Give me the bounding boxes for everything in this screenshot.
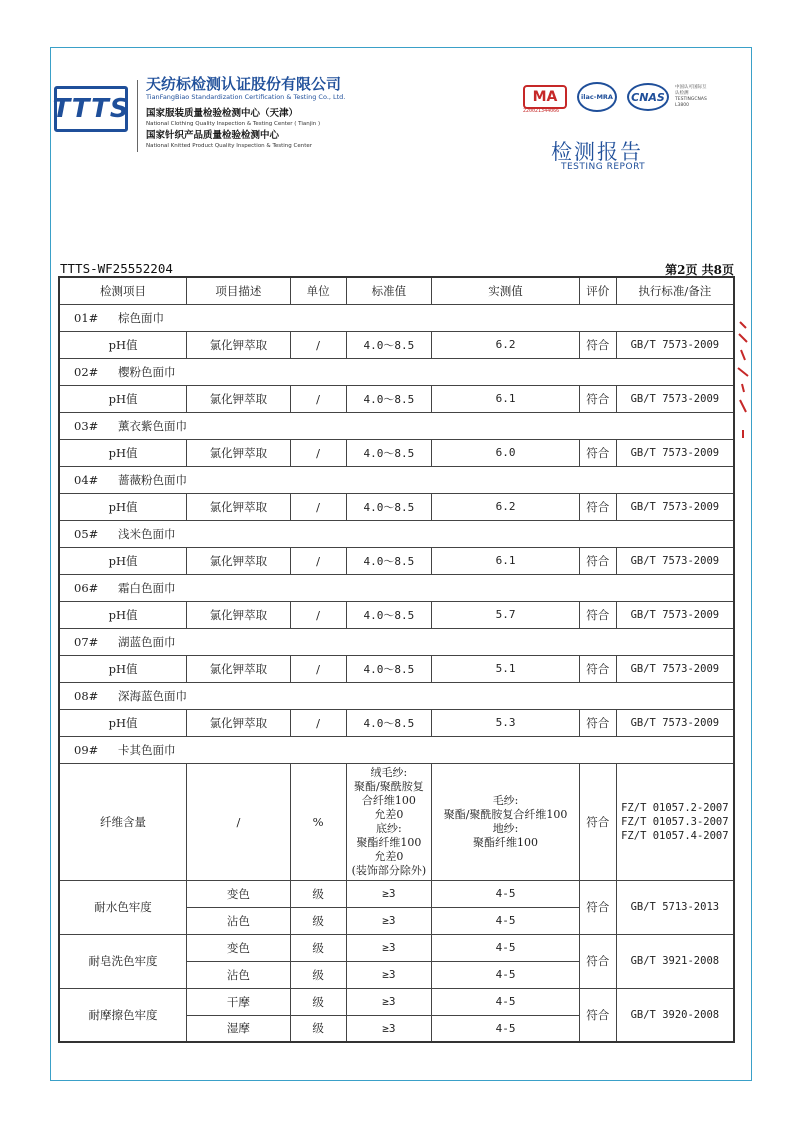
company-logo: TTTS bbox=[54, 86, 128, 132]
item-name: pH值 bbox=[59, 493, 187, 520]
cell-line: 地纱: bbox=[492, 821, 519, 835]
item-unit: / bbox=[290, 655, 346, 682]
sample-group-row bbox=[59, 304, 734, 331]
item-unit: 级 bbox=[290, 934, 346, 961]
cma-mark-icon: MA bbox=[523, 85, 567, 109]
item-name: pH值 bbox=[59, 547, 187, 574]
measured-value: 6.2 bbox=[432, 331, 580, 358]
item-name: pH值 bbox=[59, 709, 187, 736]
measured-value: 4-5 bbox=[432, 988, 580, 1015]
table-row bbox=[59, 547, 734, 574]
sample-name: 棕色面巾 bbox=[118, 310, 164, 325]
evaluation: 符合 bbox=[579, 988, 616, 1042]
cell-line: (装饰部分除外) bbox=[351, 863, 427, 877]
sample-id: 04# bbox=[74, 472, 99, 487]
sample-id: 08# bbox=[74, 688, 99, 703]
sample-id: 09# bbox=[74, 742, 99, 757]
evaluation: 符合 bbox=[579, 439, 616, 466]
sample-name: 深海蓝色面巾 bbox=[118, 688, 187, 703]
item-name: pH值 bbox=[59, 385, 187, 412]
sample-name: 蔷薇粉色面巾 bbox=[118, 472, 187, 487]
cell-line: 允差0 bbox=[374, 849, 404, 863]
col-header: 评价 bbox=[579, 277, 616, 304]
cell-line: 允差0 bbox=[374, 807, 404, 821]
sample-group-row bbox=[59, 574, 734, 601]
test-method: GB/T 3921-2008 bbox=[616, 934, 734, 988]
center1-name-cn: 国家服装质量检验检测中心（天津） bbox=[146, 108, 299, 119]
item-name: pH值 bbox=[59, 439, 187, 466]
standard-value: ≥3 bbox=[346, 907, 432, 934]
evaluation: 符合 bbox=[579, 655, 616, 682]
item-desc: 湿摩 bbox=[187, 1015, 291, 1042]
item-desc: 氯化钾萃取 bbox=[187, 655, 291, 682]
measured-value bbox=[432, 763, 580, 880]
sample-group-row bbox=[59, 682, 734, 709]
sample-group-row bbox=[59, 628, 734, 655]
evaluation: 符合 bbox=[579, 493, 616, 520]
item-unit: 级 bbox=[290, 1015, 346, 1042]
page-info: 第2页 共8页 bbox=[665, 263, 734, 277]
item-name: pH值 bbox=[59, 601, 187, 628]
company-block bbox=[146, 75, 345, 150]
item-desc: 氯化钾萃取 bbox=[187, 709, 291, 736]
item-unit: / bbox=[290, 439, 346, 466]
item-name: pH值 bbox=[59, 331, 187, 358]
sample-group-row bbox=[59, 358, 734, 385]
measured-value: 4-5 bbox=[432, 907, 580, 934]
col-header: 标准值 bbox=[346, 277, 432, 304]
table-header-row bbox=[59, 277, 734, 304]
item-unit: / bbox=[290, 385, 346, 412]
ilac-mra-mark-icon: ilac-MRA bbox=[577, 82, 617, 112]
col-header: 实测值 bbox=[432, 277, 580, 304]
standard-value: 4.0～8.5 bbox=[346, 493, 432, 520]
table-row bbox=[59, 988, 734, 1015]
sample-group-row bbox=[59, 466, 734, 493]
item-desc: 干摩 bbox=[187, 988, 291, 1015]
standard-value: ≥3 bbox=[346, 988, 432, 1015]
item-unit: / bbox=[290, 493, 346, 520]
item-desc: 氯化钾萃取 bbox=[187, 493, 291, 520]
cell-line: 合纤维100 bbox=[361, 793, 416, 807]
test-method: GB/T 7573-2009 bbox=[616, 655, 734, 682]
measured-value: 6.1 bbox=[432, 547, 580, 574]
item-name: 耐皂洗色牢度 bbox=[59, 934, 187, 988]
table-row bbox=[59, 655, 734, 682]
company-name-cn: 天纺标检测认证股份有限公司 bbox=[146, 75, 342, 93]
standard-value: ≥3 bbox=[346, 934, 432, 961]
item-unit: 级 bbox=[290, 880, 346, 907]
table-row bbox=[59, 601, 734, 628]
cell-line: 毛纱: bbox=[492, 793, 519, 807]
test-method: GB/T 7573-2009 bbox=[616, 331, 734, 358]
test-method: GB/T 7573-2009 bbox=[616, 493, 734, 520]
standard-value: 4.0～8.5 bbox=[346, 655, 432, 682]
item-desc: 沾色 bbox=[187, 961, 291, 988]
table-row bbox=[59, 439, 734, 466]
test-method bbox=[616, 763, 734, 880]
cell-line: 聚酯/聚酰胺复 bbox=[354, 779, 424, 793]
item-desc: 氯化钾萃取 bbox=[187, 547, 291, 574]
standard-value: ≥3 bbox=[346, 1015, 432, 1042]
item-desc: 变色 bbox=[187, 934, 291, 961]
measured-value: 6.0 bbox=[432, 439, 580, 466]
sample-name: 湖蓝色面巾 bbox=[118, 634, 176, 649]
standard-value: ≥3 bbox=[346, 961, 432, 988]
item-desc: / bbox=[187, 763, 291, 880]
standard-value bbox=[346, 763, 432, 880]
table-row bbox=[59, 880, 734, 907]
item-desc: 氯化钾萃取 bbox=[187, 385, 291, 412]
center2-name-en: National Knitted Product Quality Inspection & Testing Center bbox=[146, 143, 313, 149]
cell-line: 底纱: bbox=[376, 821, 402, 835]
cell-line: 聚酯纤维100 bbox=[356, 835, 422, 849]
measured-value: 6.1 bbox=[432, 385, 580, 412]
evaluation: 符合 bbox=[579, 934, 616, 988]
test-method: GB/T 7573-2009 bbox=[616, 439, 734, 466]
item-name: 耐水色牢度 bbox=[59, 880, 187, 934]
item-name: pH值 bbox=[59, 655, 187, 682]
report-title: 检测报告 bbox=[551, 140, 643, 164]
sample-id: 05# bbox=[74, 526, 99, 541]
standard-value: 4.0～8.5 bbox=[346, 709, 432, 736]
measured-value: 5.7 bbox=[432, 601, 580, 628]
measured-value: 4-5 bbox=[432, 880, 580, 907]
col-header: 项目描述 bbox=[187, 277, 291, 304]
sample-id: 01# bbox=[74, 310, 99, 325]
report-number: TTTS-WF25552204 bbox=[60, 261, 173, 276]
cell-line: FZ/T 01057.3-2007 bbox=[621, 815, 729, 828]
header-divider bbox=[137, 80, 138, 152]
item-desc: 氯化钾萃取 bbox=[187, 439, 291, 466]
standard-value: ≥3 bbox=[346, 880, 432, 907]
report-subtitle: TESTING REPORT bbox=[561, 162, 646, 172]
measured-value: 4-5 bbox=[432, 934, 580, 961]
evaluation: 符合 bbox=[579, 601, 616, 628]
table-row bbox=[59, 709, 734, 736]
sample-id: 06# bbox=[74, 580, 99, 595]
evaluation: 符合 bbox=[579, 547, 616, 574]
measured-value: 4-5 bbox=[432, 1015, 580, 1042]
center2-name-cn: 国家针织产品质量检验检测中心 bbox=[146, 130, 280, 141]
measured-value: 5.1 bbox=[432, 655, 580, 682]
sample-name: 霜白色面巾 bbox=[118, 580, 176, 595]
cell-line: FZ/T 01057.4-2007 bbox=[621, 829, 729, 842]
cell-line: 绒毛纱: bbox=[370, 765, 408, 779]
sample-name: 卡其色面巾 bbox=[118, 742, 176, 757]
evaluation: 符合 bbox=[579, 763, 616, 880]
col-header: 单位 bbox=[290, 277, 346, 304]
measured-value: 5.3 bbox=[432, 709, 580, 736]
item-desc: 变色 bbox=[187, 880, 291, 907]
standard-value: 4.0～8.5 bbox=[346, 547, 432, 574]
measured-value: 4-5 bbox=[432, 961, 580, 988]
sample-group-row bbox=[59, 736, 734, 763]
item-name: 纤维含量 bbox=[59, 763, 187, 880]
evaluation: 符合 bbox=[579, 709, 616, 736]
standard-value: 4.0～8.5 bbox=[346, 439, 432, 466]
sample-group-row bbox=[59, 412, 734, 439]
item-unit: 级 bbox=[290, 961, 346, 988]
item-desc: 氯化钾萃取 bbox=[187, 601, 291, 628]
test-method: GB/T 7573-2009 bbox=[616, 709, 734, 736]
test-method: GB/T 7573-2009 bbox=[616, 385, 734, 412]
standard-value: 4.0～8.5 bbox=[346, 385, 432, 412]
test-method: GB/T 3920-2008 bbox=[616, 988, 734, 1042]
table-row bbox=[59, 493, 734, 520]
test-method: GB/T 7573-2009 bbox=[616, 601, 734, 628]
cma-number: 220021344066 bbox=[523, 108, 560, 114]
sample-group-row bbox=[59, 520, 734, 547]
item-unit: / bbox=[290, 709, 346, 736]
cnas-mark-icon: CNAS bbox=[627, 83, 669, 111]
standard-value: 4.0～8.5 bbox=[346, 331, 432, 358]
fiber-row bbox=[59, 763, 734, 880]
item-unit: % bbox=[290, 763, 346, 880]
sample-id: 02# bbox=[74, 364, 99, 379]
standard-value: 4.0～8.5 bbox=[346, 601, 432, 628]
item-unit: 级 bbox=[290, 988, 346, 1015]
results-table bbox=[58, 276, 735, 1043]
sample-id: 03# bbox=[74, 418, 99, 433]
cell-line: 聚酯纤维100 bbox=[473, 835, 539, 849]
item-unit: / bbox=[290, 601, 346, 628]
item-name: 耐摩擦色牢度 bbox=[59, 988, 187, 1042]
item-unit: 级 bbox=[290, 907, 346, 934]
item-unit: / bbox=[290, 331, 346, 358]
company-name-en: TianFangBiao Standardization Certification & Testing Co., Ltd. bbox=[146, 93, 346, 101]
table-row bbox=[59, 385, 734, 412]
cnas-mark-note: 中国认可国际互认检测TESTINGCNAS L3800 bbox=[675, 85, 707, 108]
sample-name: 薰衣紫色面巾 bbox=[118, 418, 187, 433]
measured-value: 6.2 bbox=[432, 493, 580, 520]
sample-id: 07# bbox=[74, 634, 99, 649]
cell-line: 聚酯/聚酰胺复合纤维100 bbox=[443, 807, 568, 821]
col-header: 执行标准/备注 bbox=[616, 277, 734, 304]
evaluation: 符合 bbox=[579, 385, 616, 412]
evaluation: 符合 bbox=[579, 880, 616, 934]
test-method: GB/T 7573-2009 bbox=[616, 547, 734, 574]
item-desc: 沾色 bbox=[187, 907, 291, 934]
item-unit: / bbox=[290, 547, 346, 574]
table-row bbox=[59, 331, 734, 358]
cell-line: FZ/T 01057.2-2007 bbox=[621, 801, 729, 814]
test-method: GB/T 5713-2013 bbox=[616, 880, 734, 934]
col-header: 检测项目 bbox=[59, 277, 187, 304]
item-desc: 氯化钾萃取 bbox=[187, 331, 291, 358]
center1-name-en: National Clothing Quality Inspection & Testing Center ( Tianjin ) bbox=[146, 121, 321, 127]
seal-fragment-icon bbox=[736, 320, 750, 440]
evaluation: 符合 bbox=[579, 331, 616, 358]
sample-name: 浅米色面巾 bbox=[118, 526, 176, 541]
sample-name: 樱粉色面巾 bbox=[118, 364, 176, 379]
table-row bbox=[59, 934, 734, 961]
